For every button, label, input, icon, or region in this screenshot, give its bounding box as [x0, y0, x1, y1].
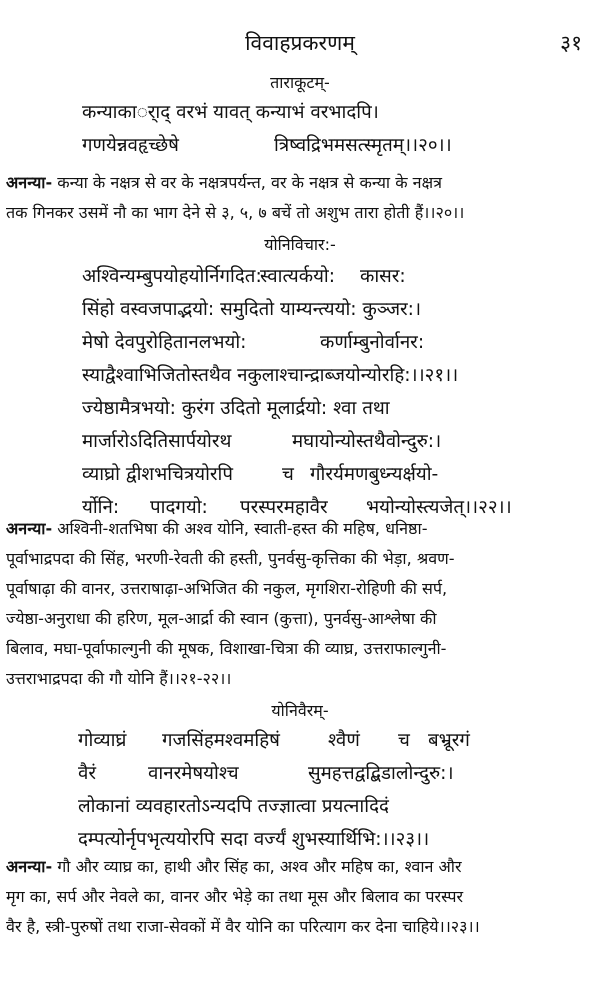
page-header	[0, 30, 600, 60]
verse-line: दम्पत्योर्नृपभृत्ययोरपि सदा वर्ज्यं शुभस्यार्थिभि:।।२३।।	[78, 829, 430, 850]
commentary-line: ज्येष्ठा-अनुराधा की हरिण, मूल-आर्द्रा की स्वान (कुत्ता), पुनर्वसु-आश्लेषा की	[6, 609, 437, 628]
verse-segment: मार्जारोऽदितिसार्पयोरथ	[82, 431, 232, 452]
verse-segment: भयोन्योस्त्यजेत्।।२२।।	[366, 497, 512, 518]
page-number: ३१	[560, 31, 582, 55]
verse-line: स्याद्वैश्वाभिजितोस्तथैव नकुलाश्चान्द्राब्जयोन्योरहि:।।२१।।	[82, 365, 459, 386]
commentary-line: मृग का, सर्प और नेवले का, वानर और भेड़े का तथा मूस और बिलाव का परस्पर	[6, 887, 464, 906]
verse-line	[0, 429, 600, 462]
verse-segment: परस्परमहावैर	[240, 497, 328, 518]
verse-line	[0, 728, 600, 761]
verse-line: ज्येष्ठामैत्रभयो: कुरंग उदितो मूलार्द्रयो: श्वा तथा	[82, 398, 390, 419]
commentary-label: अनन्या-	[6, 173, 53, 192]
verse-line	[0, 462, 600, 495]
commentary-21-22	[6, 514, 594, 694]
section-heading-tarakootam: ताराकूटम्-	[270, 73, 330, 92]
commentary-label: अनन्या-	[6, 857, 53, 876]
section-heading-yonivairam: योनिवैरम्-	[271, 701, 329, 720]
commentary-line: तक गिनकर उसमें नौ का भाग देने से ३, ५, ७ बचें तो अशुभ तारा होती हैं।।२०।।	[6, 203, 465, 222]
verse-segment: श्वैणं	[328, 730, 360, 751]
verse-segment: मघायोन्योस्तथैवोन्दुरु:।	[292, 431, 442, 452]
commentary-23	[6, 852, 594, 942]
verse-segment: व्याघ्रो द्वीशभचित्रयोरपि	[82, 464, 233, 485]
chapter-title: विवाहप्रकरणम्	[245, 31, 355, 55]
verse-line	[0, 264, 600, 297]
verse-segment: च	[282, 464, 294, 485]
verse-segment: गणयेन्नवहृच्छेषे	[82, 135, 179, 156]
verse-segment: गोव्याघ्रं	[78, 730, 127, 751]
verse-line	[0, 133, 600, 166]
verse-segment: वैरं	[78, 763, 97, 784]
verse-segment: गजसिंहमश्वमहिषं	[162, 730, 280, 751]
verse-line	[0, 330, 600, 363]
verse-line	[0, 761, 600, 794]
section-heading-yonivichar: योनिविचार:-	[264, 235, 336, 254]
verse-segment: अश्विन्यम्बुपयोहयोर्निगदित:	[82, 266, 262, 287]
verse-21-22	[0, 264, 600, 528]
commentary-line	[6, 168, 594, 198]
verse-segment: स्वात्यर्कयो:	[260, 266, 336, 287]
verse-23	[0, 728, 600, 860]
verse-20	[0, 100, 600, 166]
commentary-label: अनन्या-	[6, 519, 53, 538]
verse-segment: वानरमेषयोश्च	[148, 763, 239, 784]
verse-segment: र्योनि:	[82, 497, 120, 518]
verse-line: लोकानां व्यवहारतोऽन्यदपि तज्ज्ञात्वा प्रयत्नादिदं	[78, 796, 389, 817]
commentary-text: कन्या के नक्षत्र से वर के नक्षत्रपर्यन्त, वर के नक्षत्र से कन्या के नक्षत्र	[52, 173, 442, 192]
verse-segment: त्रिष्वद्रिभमसत्स्मृतम्।।२०।।	[274, 135, 452, 156]
verse-line: कन्याकार्ाद् वरभं यावत् कन्याभं वरभादपि।	[82, 102, 379, 123]
commentary-text: गौ और व्याघ्र का, हाथी और सिंह का, अश्व और महिष का, श्वान और	[52, 857, 462, 876]
commentary-line: पूर्वाभाद्रपदा की सिंह, भरणी-रेवती की हस्ती, पुनर्वसु-कृत्तिका की भेड़ा, श्रवण-	[6, 549, 455, 568]
commentary-line: उत्तराभाद्रपदा की गौ योनि हैं।।२१-२२।।	[6, 669, 232, 688]
verse-segment: च	[398, 730, 410, 751]
verse-line: सिंहो वस्वजपाद्भयो: समुदितो याम्यन्त्ययो: कुञ्जर:।	[82, 299, 422, 320]
verse-segment: कासर:	[360, 266, 406, 287]
verse-segment: बभ्रूरगं	[428, 730, 470, 751]
commentary-line: पूर्वाषाढ़ा की वानर, उत्तराषाढ़ा-अभिजित की नकुल, मृगशिरा-रोहिणी की सर्प,	[6, 579, 448, 598]
commentary-line	[6, 852, 594, 882]
verse-segment: सुमहत्तद्वद्बिडालोन्दुरु:।	[308, 763, 454, 784]
verse-segment: कर्णाम्बुनोर्वानर:	[320, 332, 425, 353]
commentary-text: अश्विनी-शतभिषा की अश्व योनि, स्वाती-हस्त की महिष, धनिष्ठा-	[52, 519, 428, 538]
commentary-20	[6, 168, 594, 228]
verse-segment: मेषो देवपुरोहितानलभयो:	[82, 332, 247, 353]
commentary-line	[6, 514, 594, 544]
commentary-line: बिलाव, मघा-पूर्वाफाल्गुनी की मूषक, विशाखा-चित्रा की व्याघ्र, उत्तराफाल्गुनी-	[6, 639, 447, 658]
verse-segment: गौरर्यमणबुध्न्यर्क्षयो-	[310, 464, 439, 485]
commentary-line: वैर है, स्त्री-पुरुषों तथा राजा-सेवकों में वैर योनि का परित्याग कर देना चाहिये।।२३।।	[6, 917, 480, 936]
verse-segment: पादगयो:	[150, 497, 208, 518]
